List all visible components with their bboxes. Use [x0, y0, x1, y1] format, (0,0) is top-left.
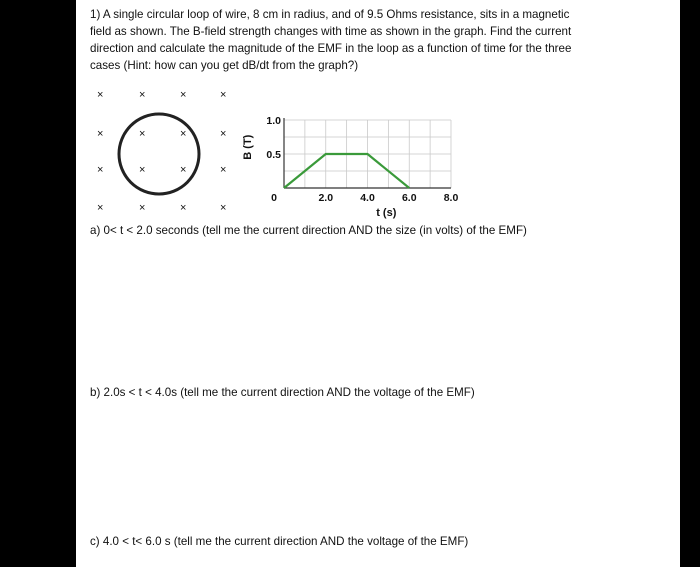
field-x-mark: ×	[220, 89, 227, 101]
field-x-mark: ×	[97, 202, 104, 214]
problem-line: field as shown. The B-field strength changes with time as shown in the graph. Find the current	[90, 25, 572, 38]
field-x-mark: ×	[97, 128, 104, 140]
field-x-mark: ×	[97, 89, 104, 101]
field-x-mark: ×	[220, 164, 227, 176]
field-x-mark: ×	[180, 89, 187, 101]
field-x-mark: ×	[139, 202, 146, 214]
question-a: a) 0< t < 2.0 seconds (tell me the current direction AND the size (in volts) of the EMF)	[90, 224, 527, 237]
x-tick-label: 0	[271, 192, 277, 204]
x-tick-label: 8.0	[443, 192, 459, 204]
field-x-mark: ×	[139, 89, 146, 101]
field-x-mark: ×	[139, 164, 146, 176]
page	[76, 0, 680, 567]
chart-ticks	[266, 115, 458, 204]
x-tick-label: 6.0	[401, 192, 417, 204]
y-tick-label: 1.0	[266, 115, 281, 127]
x-tick-label: 4.0	[360, 192, 375, 204]
field-x-mark: ×	[180, 202, 187, 214]
field-x-mark: ×	[220, 202, 227, 214]
field-x-mark: ×	[220, 128, 227, 140]
x-tick-label: 2.0	[318, 192, 334, 204]
field-x-mark: ×	[180, 164, 187, 176]
question-c: c) 4.0 < t< 6.0 s (tell me the current direction AND the voltage of the EMF)	[90, 535, 469, 548]
problem-line: 1) A single circular loop of wire, 8 cm in radius, and of 9.5 Ohms resistance, sits in a magnetic	[90, 8, 570, 21]
x-axis-label: t (s)	[376, 207, 397, 219]
problem-line: cases (Hint: how can you get dB/dt from the graph?)	[90, 59, 359, 72]
y-axis-label: B (T)	[242, 134, 254, 160]
y-tick-label: 0.5	[266, 149, 281, 161]
problem-line: direction and calculate the magnitude of the EMF in the loop as a function of time for the three	[90, 42, 572, 55]
wire-loop	[114, 109, 204, 199]
b-field-graph	[236, 108, 466, 223]
question-b: b) 2.0s < t < 4.0s (tell me the current direction AND the voltage of the EMF)	[90, 386, 475, 399]
field-x-mark: ×	[180, 128, 187, 140]
field-x-mark: ×	[97, 164, 104, 176]
field-x-mark: ×	[139, 128, 146, 140]
